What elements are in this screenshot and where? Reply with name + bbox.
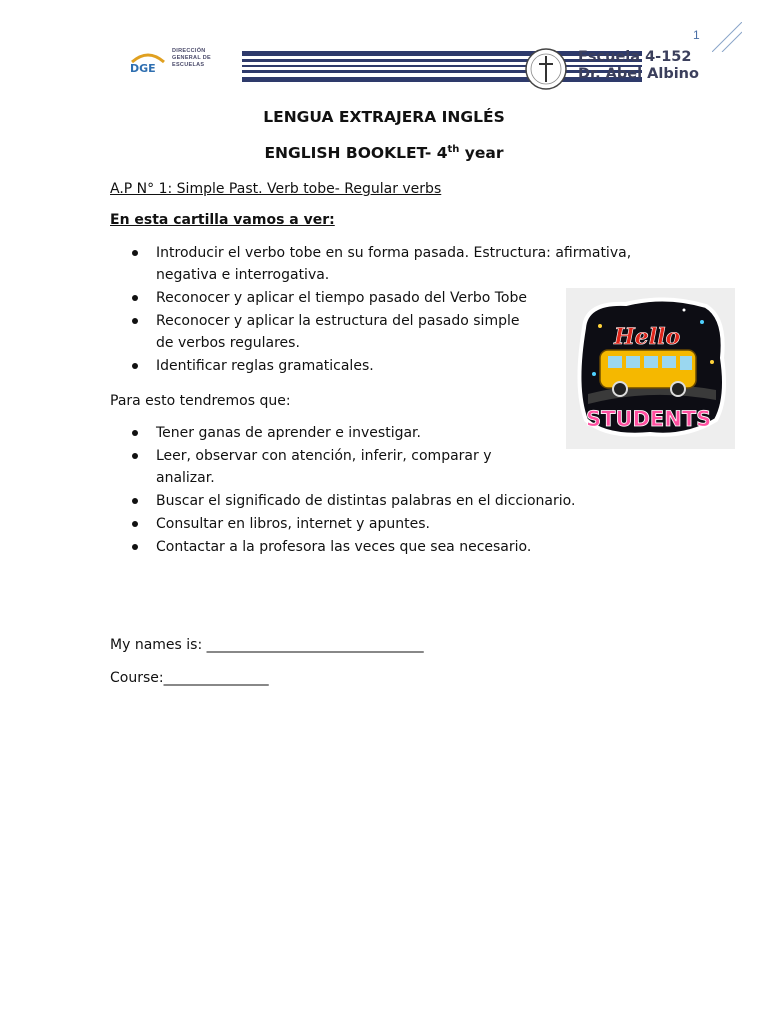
dge-label-line: ESCUELAS [172, 62, 205, 68]
school-name-line2: Dr. Abel Albino [578, 66, 699, 82]
hello-students-sticker [566, 288, 735, 449]
list-item [110, 310, 631, 354]
goals-list [110, 242, 631, 378]
dge-label [172, 48, 232, 69]
name-line: My names is: _______________________________ [110, 637, 424, 653]
subtitle-prefix: ENGLISH BOOKLET- 4 [264, 144, 448, 163]
document-title: LENGUA EXTRAJERA INGLÉS [263, 108, 505, 126]
list-item-line: de verbos regulares. [156, 335, 300, 351]
school-name-line1: Escuela 4-152 [578, 49, 692, 65]
list-item [110, 287, 631, 309]
header-banner [128, 44, 728, 90]
list-item-line: Identificar reglas gramaticales. [156, 358, 374, 374]
list-item [110, 536, 575, 558]
sticker-students-text: STUDENTS [586, 407, 712, 431]
subtitle-suffix: year [459, 144, 504, 163]
subtitle-sup: th [447, 144, 460, 155]
list-item-line: Reconocer y aplicar la estructura del pasado simple [156, 313, 520, 329]
sticker-hello-text: Hello [614, 324, 681, 350]
dge-label-line: GENERAL DE [172, 55, 211, 61]
list-item-line: Introducir el verbo tobe en su forma pasada. Estructura: afirmativa, [156, 245, 632, 261]
requirements-intro: Para esto tendremos que: [110, 393, 291, 409]
list-item-line: Leer, observar con atención, inferir, comparar y [156, 448, 492, 464]
activity-line: A.P N° 1: Simple Past. Verb tobe- Regular verbs [110, 181, 442, 197]
dge-logo-icon [128, 48, 168, 78]
list-item [110, 242, 631, 286]
page-number: 1 [693, 28, 700, 42]
list-item [110, 445, 575, 489]
list-item-line: Consultar en libros, internet y apuntes. [156, 516, 430, 532]
dge-logo-text: DGE [130, 62, 156, 75]
list-item-line: Buscar el significado de distintas palabras en el diccionario. [156, 493, 576, 509]
list-item [110, 513, 575, 535]
list-item-line: Contactar a la profesora las veces que sea necesario. [156, 539, 532, 555]
school-seal-icon [521, 46, 571, 92]
requirements-list [110, 422, 575, 559]
list-item [110, 490, 575, 512]
dge-label-line: DIRECCIÓN [172, 48, 206, 54]
list-item-line: analizar. [156, 470, 215, 486]
school-name [578, 49, 699, 83]
list-item-line: Reconocer y aplicar el tiempo pasado del Verbo Tobe [156, 290, 527, 306]
document-subtitle [0, 144, 768, 162]
section-heading: En esta cartilla vamos a ver: [110, 212, 335, 228]
list-item-line: Tener ganas de aprender e investigar. [156, 425, 421, 441]
course-line: Course:_______________ [110, 670, 269, 686]
list-item [110, 355, 631, 377]
list-item [110, 422, 575, 444]
list-item-line: negativa e interrogativa. [156, 267, 330, 283]
